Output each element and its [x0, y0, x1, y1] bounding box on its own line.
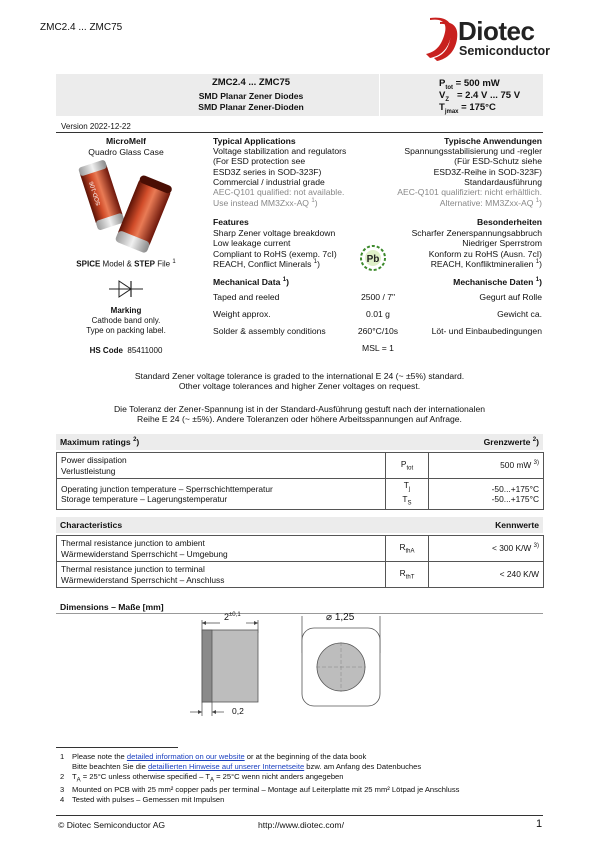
diotec-logo: [422, 14, 572, 62]
note-en: [56, 371, 543, 392]
package-case: Quadro Glass Case: [88, 147, 164, 157]
dim-diameter: ⌀ 1,25: [326, 612, 355, 623]
feat-de-2: Niedriger Sperrstrom: [462, 238, 542, 249]
feat-en-4: REACH, Conflict Minerals $^1$): [213, 258, 320, 269]
logo-name: Diotec: [458, 16, 535, 46]
package-marking: SOD-106: [88, 180, 103, 207]
feat-de-3: Konform zu RoHS (Ausn. 7cI): [428, 248, 542, 259]
title-part: ZMC2.4 ... ZMC75: [211, 77, 291, 88]
feat-de-1: Scharfer Zenerspannungsabbruch: [411, 228, 542, 238]
footnote-1: 1 Please note the detailed information on our website or at the beginning of the data book: [60, 752, 367, 761]
features-title-de: Besonderheiten: [477, 217, 542, 227]
title-en: SMD Planar Zener Diodes: [198, 91, 304, 101]
features-list-de: [362, 228, 542, 269]
characteristics-title-de: Kennwerte: [495, 520, 539, 530]
pb-badge-text: Pb: [366, 254, 380, 265]
spec-vz: $V_Z$ = 2.4 V ... 75 V: [439, 90, 521, 103]
applications-list-en: [213, 146, 383, 208]
lead-free-pb-icon: [360, 245, 386, 271]
mech-row: Weight approx. 0.01 g Gewicht ca.: [213, 309, 542, 319]
spice-step-link[interactable]: SPICE Model & STEP File $^1$: [76, 259, 176, 269]
table-row: Thermal resistance junction to ambient Wärmewiderstand Sperrschicht – Umgebung $R_{thA}$ < 300 K/W $^{3)}$: [57, 536, 544, 562]
app-en-4: Commercial / industrial grade: [213, 176, 325, 187]
app-en-1: Voltage stabilization and regulators: [213, 146, 347, 156]
diode-package-image: [60, 160, 190, 255]
characteristics-table: [56, 535, 544, 588]
dim-length: $2^{\pm 0,1}$: [224, 612, 241, 622]
feat-en-2: Low leakage current: [213, 238, 291, 249]
title-de: SMD Planar Zener-Dioden: [198, 102, 304, 112]
table-row: Thermal resistance junction to terminal Wärmewiderstand Sperrschicht – Anschluss $R_{thT}$ < 240 K/W: [57, 562, 544, 588]
mechanical-title-de: Mechanische Daten $^1$): [453, 277, 542, 287]
feat-en-1: Sharp Zener voltage breakdown: [213, 228, 336, 238]
footnote-1-de: Bitte beachten Sie die detaillierten Hinweise auf unserer Internetseite bzw. am Anfang des Datenbuches: [72, 762, 422, 772]
package-name: MicroMelf: [105, 136, 147, 146]
app-en-2: (For ESD protection see: [213, 156, 306, 167]
mech-row: MSL = 1: [362, 343, 394, 353]
diode-symbol-icon: [109, 278, 143, 300]
table-row: Power dissipation Verlustleistung $P_{tot}$ 500 mW $^{3)}$: [57, 453, 544, 479]
note-en-2: Other voltage tolerances and higher Zener voltages on request.: [178, 381, 421, 392]
hs-code: HS Code 85411000: [89, 346, 163, 355]
logo-sub: Semiconductor: [459, 44, 550, 58]
table-row: Operating junction temperature – Sperrschichttemperatur Storage temperature – Lagerungstemperatur $T_j$ $T_S$ -50...+175°C -50...+175°C: [57, 479, 544, 510]
diotec-logo-mark-icon: [422, 14, 462, 62]
footnotes: [60, 752, 459, 805]
note-de: [56, 404, 543, 425]
website-hinweise-link[interactable]: detaillierten Hinweise auf unserer Internetseite: [148, 762, 305, 772]
marking-title: Marking: [110, 306, 142, 315]
note-de-1: Die Toleranz der Zener-Spannung ist in der Standard-Ausführung gestuft nach der internationalen: [113, 404, 486, 414]
marking-line-2: Type on packing label.: [86, 326, 166, 335]
doc-title: ZMC2.4 ... ZMC75: [40, 22, 123, 33]
footer-url[interactable]: http://www.diotec.com/: [258, 820, 344, 830]
title-box: [56, 74, 543, 116]
website-info-link[interactable]: detailed information on our website: [126, 752, 245, 761]
mech-row: Solder & assembly conditions 260°C/10s Löt- und Einbaubedingungen: [213, 326, 542, 336]
max-ratings-title-de: Grenzwerte $^2$): [483, 437, 539, 447]
version: Version 2022-12-22: [61, 122, 131, 131]
footer-copyright: © Diotec Semiconductor AG: [58, 820, 166, 830]
mechanical-table: [213, 292, 542, 357]
max-ratings-table: [56, 452, 544, 510]
footnote-3: 3 Mounted on PCB with 25 mm² copper pads per terminal – Montage auf Leiterplatte mit 25 mm² Lötpad je Anschluss: [60, 785, 460, 795]
marking-line-1: Cathode band only.: [91, 316, 161, 325]
applications-title-de: Typische Anwendungen: [444, 136, 542, 146]
feat-de-4: REACH, Konfliktmineralien $^1$): [430, 258, 542, 269]
note-de-2: Reihe E 24 (~ ±5%). Andere Toleranzen oder höhere Arbeitsspannungen auf Anfrage.: [137, 414, 462, 425]
applications-list-de: [362, 146, 542, 208]
features-title-en: Features: [213, 217, 249, 227]
app-de-3: ESD3Z-Reihe in SOD-323F): [433, 166, 542, 177]
footnote-4: 4 Tested with pulses – Gemessen mit Impulsen: [60, 795, 225, 805]
note-en-1: Standard Zener voltage tolerance is graded to the international E 24 (~ ±5%) standard.: [134, 371, 465, 381]
mechanical-title-en: Mechanical Data $^1$): [213, 277, 289, 287]
characteristics-title-en: Characteristics: [60, 520, 123, 530]
app-de-6: Alternative: MM3Zxx-AQ $^1$): [439, 197, 542, 208]
mech-row: Taped and reeled 2500 / 7" Gegurt auf Rolle: [213, 292, 542, 302]
dimensions-title: Dimensions – Maße [mm]: [60, 602, 164, 612]
applications-title-en: Typical Applications: [213, 136, 296, 146]
app-de-1: Spannungsstabilisierung und -regler: [404, 146, 542, 156]
max-ratings-title-en: Maximum ratings $^2$): [60, 437, 140, 447]
app-de-2: (Für ESD-Schutz siehe: [454, 156, 542, 167]
dim-band: 0,2: [232, 706, 244, 716]
dimension-drawing: [190, 608, 390, 723]
app-en-5: AEC-Q101 qualified: not available.: [213, 187, 345, 198]
characteristics-header: [56, 517, 543, 533]
footnote-2: 2 $T_A = 25^\circ C$ unless otherwise specified – $T_A = 25^\circ C$ wenn nicht anders angegeben: [60, 772, 344, 784]
app-de-5: AEC-Q101 qualifiziert: nicht erhältlich.: [397, 187, 542, 198]
features-list-en: [213, 228, 383, 269]
spec-tj: $T_{jmax} = 175^\circ C$: [439, 102, 496, 115]
app-en-6: Use instead MM3Zxx-AQ $^1$): [213, 197, 318, 208]
page-number: 1: [536, 818, 543, 830]
app-en-3: ESD3Z series in SOD-323F): [213, 166, 322, 177]
feat-en-3: Compliant to RoHS (exemp. 7cI): [213, 248, 337, 259]
app-de-4: Standardausführung: [464, 176, 542, 187]
max-ratings-header: [56, 434, 543, 450]
spec-ptot: $P_{tot} = 500$ mW: [439, 78, 500, 91]
